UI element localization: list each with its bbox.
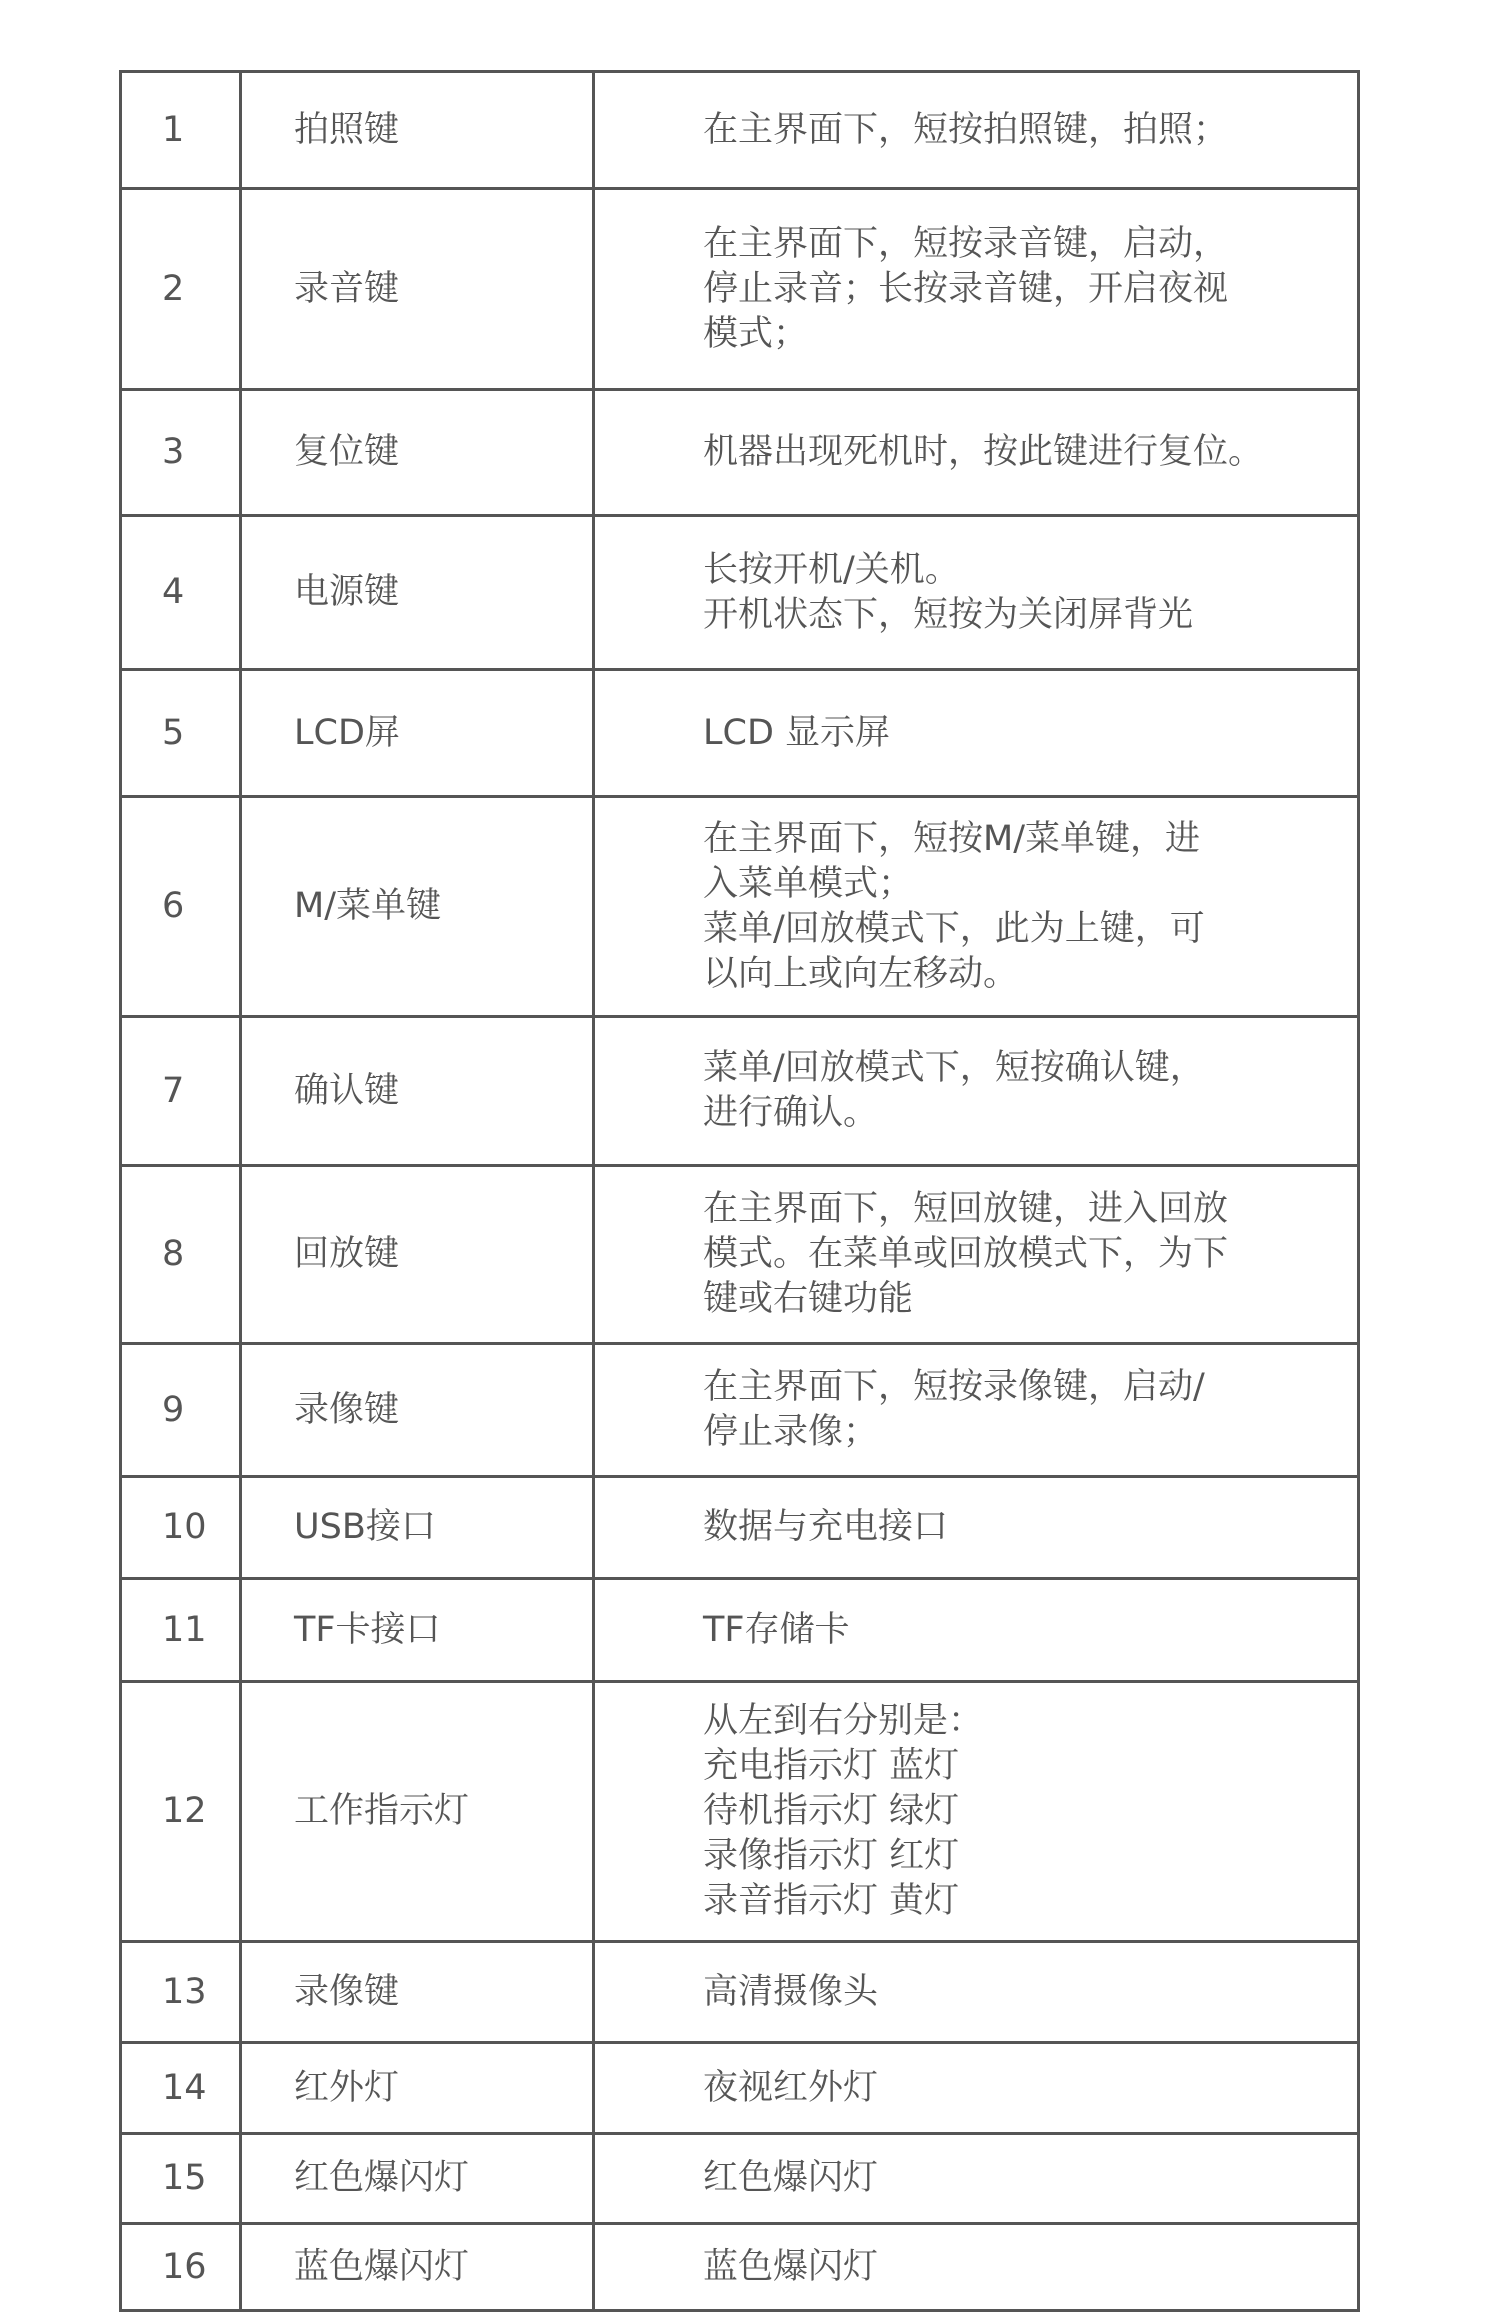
table-row <box>121 2134 1359 2224</box>
description-line: 录像指示灯 红灯 <box>703 1836 960 1876</box>
description-line: 进行确认。 <box>703 1093 879 1133</box>
key-description <box>594 1477 1359 1579</box>
description-line: 从左到右分别是： <box>703 1701 984 1741</box>
row-number: 1 <box>121 72 241 189</box>
key-description <box>594 1579 1359 1682</box>
key-name: 电源键 <box>241 516 594 670</box>
table-row <box>121 670 1359 797</box>
table-row <box>121 1344 1359 1477</box>
key-function-table <box>119 70 1360 2312</box>
key-description <box>594 390 1359 516</box>
key-name: 拍照键 <box>241 72 594 189</box>
key-description <box>594 516 1359 670</box>
table-row <box>121 2224 1359 2311</box>
key-name: 蓝色爆闪灯 <box>241 2224 594 2311</box>
description-line: 停止录音；长按录音键，开启夜视 <box>703 268 1229 309</box>
row-number: 8 <box>121 1166 241 1344</box>
description-line: 在主界面下，短按拍照键，拍照； <box>703 109 1229 150</box>
key-name: LCD屏 <box>241 670 594 797</box>
key-name: 红外灯 <box>241 2043 594 2134</box>
description-line: 在主界面下，短回放键，进入回放 <box>703 1189 1229 1229</box>
row-number: 16 <box>121 2224 241 2311</box>
table-row <box>121 1682 1359 1942</box>
row-number: 4 <box>121 516 241 670</box>
table-row <box>121 1477 1359 1579</box>
key-description <box>594 1017 1359 1166</box>
key-description <box>594 1166 1359 1344</box>
description-line: 键或右键功能 <box>703 1279 914 1319</box>
description-line: 菜单/回放模式下，短按确认键， <box>703 1048 1205 1088</box>
table-row <box>121 1942 1359 2043</box>
key-description <box>594 2043 1359 2134</box>
description-line: LCD 显示屏 <box>703 712 891 753</box>
row-number: 14 <box>121 2043 241 2134</box>
key-description <box>594 1942 1359 2043</box>
row-number: 13 <box>121 1942 241 2043</box>
table-row <box>121 72 1359 189</box>
description-line: 蓝色爆闪灯 <box>703 2246 879 2287</box>
key-description <box>594 189 1359 390</box>
description-line: 数据与充电接口 <box>703 1507 949 1547</box>
key-name: 回放键 <box>241 1166 594 1344</box>
table-row <box>121 1166 1359 1344</box>
table-row <box>121 189 1359 390</box>
key-description <box>594 72 1359 189</box>
description-line: 以向上或向左移动。 <box>703 953 1019 994</box>
key-name: TF卡接口 <box>241 1579 594 1682</box>
row-number: 2 <box>121 189 241 390</box>
key-description <box>594 1682 1359 1942</box>
description-line: 红色爆闪灯 <box>703 2158 879 2198</box>
key-description <box>594 670 1359 797</box>
description-line: 充电指示灯 蓝灯 <box>703 1746 960 1786</box>
row-number: 10 <box>121 1477 241 1579</box>
row-number: 6 <box>121 797 241 1017</box>
row-number: 7 <box>121 1017 241 1166</box>
description-line: 在主界面下，短按M/菜单键，进 <box>703 818 1200 859</box>
description-line: 模式； <box>703 313 809 354</box>
table-row <box>121 516 1359 670</box>
description-line: 高清摄像头 <box>703 1971 879 2012</box>
key-description <box>594 2224 1359 2311</box>
key-description <box>594 797 1359 1017</box>
table-row <box>121 1017 1359 1166</box>
key-name: 录音键 <box>241 189 594 390</box>
key-name: 复位键 <box>241 390 594 516</box>
description-line: TF存储卡 <box>703 1609 850 1650</box>
row-number: 3 <box>121 390 241 516</box>
row-number: 15 <box>121 2134 241 2224</box>
key-name: USB接口 <box>241 1477 594 1579</box>
description-line: 模式。在菜单或回放模式下，为下 <box>703 1234 1229 1274</box>
key-name: 红色爆闪灯 <box>241 2134 594 2224</box>
key-name: M/菜单键 <box>241 797 594 1017</box>
description-line: 在主界面下，短按录音键，启动， <box>703 223 1229 264</box>
table-row <box>121 797 1359 1017</box>
description-line: 录音指示灯 黄灯 <box>703 1881 960 1921</box>
description-line: 停止录像； <box>703 1412 879 1452</box>
description-line: 机器出现死机时，按此键进行复位。 <box>703 432 1264 472</box>
description-line: 菜单/回放模式下，此为上键，可 <box>703 908 1205 949</box>
key-name: 录像键 <box>241 1344 594 1477</box>
key-function-sheet <box>119 70 1357 2312</box>
key-name: 工作指示灯 <box>241 1682 594 1942</box>
row-number: 12 <box>121 1682 241 1942</box>
row-number: 11 <box>121 1579 241 1682</box>
table-body <box>121 72 1359 2311</box>
row-number: 5 <box>121 670 241 797</box>
key-name: 录像键 <box>241 1942 594 2043</box>
description-line: 开机状态下，短按为关闭屏背光 <box>703 594 1194 635</box>
description-line: 长按开机/关机。 <box>703 549 960 590</box>
table-row <box>121 1579 1359 1682</box>
key-name: 确认键 <box>241 1017 594 1166</box>
table-row <box>121 390 1359 516</box>
row-number: 9 <box>121 1344 241 1477</box>
description-line: 夜视红外灯 <box>703 2067 879 2108</box>
description-line: 在主界面下，短按录像键，启动/ <box>703 1367 1205 1407</box>
description-line: 待机指示灯 绿灯 <box>703 1791 960 1831</box>
table-row <box>121 2043 1359 2134</box>
description-line: 入菜单模式； <box>703 863 914 904</box>
key-description <box>594 2134 1359 2224</box>
key-description <box>594 1344 1359 1477</box>
